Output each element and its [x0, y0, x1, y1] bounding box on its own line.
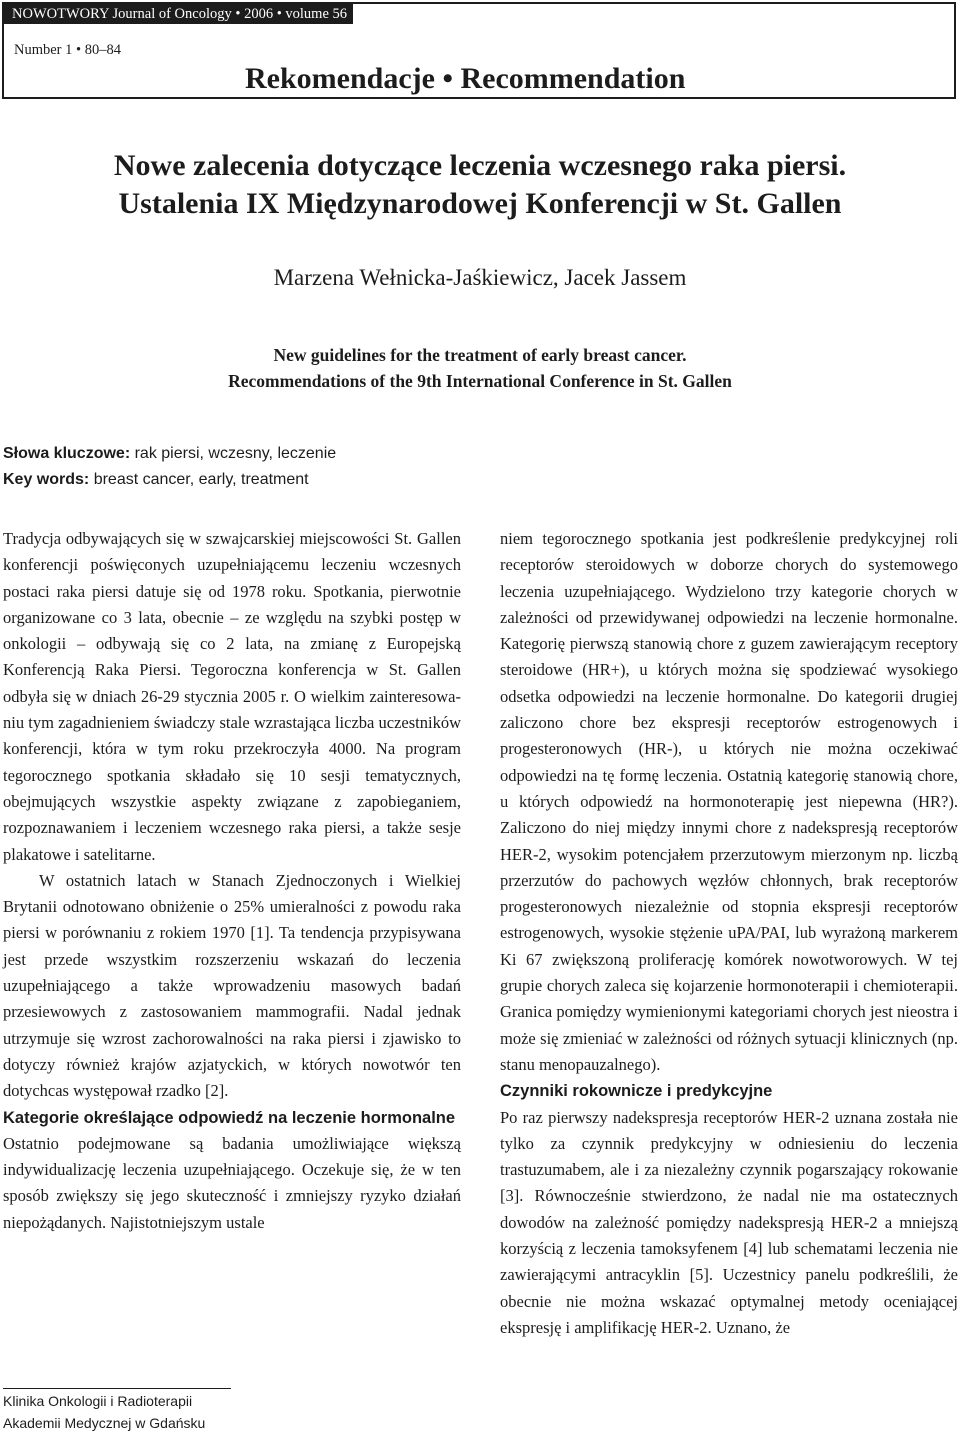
journal-header: [2, 2, 956, 99]
title-pl-line-2: Ustalenia IX Międzynarodowej Konferencji w St. Gallen: [118, 187, 842, 220]
paragraph: Ostatnio podejmowane są badania umożliwiające większą indywidualizację leczenia uzupełniającego. Oczekuje się, że w ten sposób zwiększy się jego skuteczność i zmniejszy ryzyko działań niepożądanych. Najistotniejszym ustale: [3, 1133, 461, 1232]
keywords-block: [3, 441, 336, 493]
paragraph: niem tegorocznego spotkania jest podkreślenie predykcyjnej roli receptorów steroidowych w doborze chorych do systemowego leczenia uzupełniającego. Wydzielono trzy kategorie chorych w zależności od przewidywanej odpowiedzi na leczenie hormonalne. Kategorię pierwszą stanowią chore z guzem zawierającym receptory steroidowe (HR+), u których można się spodziewać wysokiego odsetka odpowiedzi na leczenie hormonalne. Do kategorii drugiej zaliczono chore bez ekspresji receptorów estrogenowych i progesteronowych (HR-), u których nie można oczekiwać odpowiedzi na tę formę leczenia. Ostatnią kategorię stanowią chore, u których odpowiedź na hormonoterapię jest niepewna (HR?). Zaliczono do niej między innymi chore z nadekspresją receptorów HER-2, wysokim potencjałem przerzutowym mierzonym np. liczbą przerzutów do pachowych węzłów chłonnych, brak receptorów progesteronowych niezależnie od stopnia ekspresji receptorów estrogenowych, wysokie stężenie uPA/PAI, lub wyrażoną markerem Ki 67 zwiększoną proliferację komórek nowotworowych. W tej grupie chorych zaleca się kojarzenie hormonoterapii i chemioterapii. Granica pomiędzy wymienionymi kategoriami chorych jest nieostra i może się zmieniać w zależności od różnych sytuacji klinicznych (np. stanu menopauzalnego).: [500, 529, 958, 1074]
keywords-en-label: Key words:: [3, 471, 90, 488]
keywords-pl-value: rak piersi, wczesny, leczenie: [130, 445, 337, 462]
article-title-en: [0, 342, 960, 394]
keywords-en-value: breast cancer, early, treatment: [89, 471, 309, 488]
affiliation-line-1: Klinika Onkologii i Radioterapii: [3, 1393, 193, 1409]
article-title-pl: [0, 147, 960, 223]
right-column: [500, 526, 958, 1341]
section-heading: Kategorie określające odpowiedź na leczenie hormonalne: [3, 1108, 456, 1127]
footnote-divider: [3, 1388, 231, 1389]
affiliation-footnote: [3, 1390, 243, 1434]
affiliation-line-2: Akademii Medycznej w Gdańsku: [3, 1415, 206, 1431]
issue-info: Number 1 • 80–84: [14, 42, 121, 58]
keywords-pl: [3, 441, 336, 467]
title-pl-line-1: Nowe zalecenia dotyczące leczenia wczesnego raka piersi.: [113, 149, 847, 182]
left-column: [3, 526, 461, 1236]
journal-name: NOWOTWORY Journal of Oncology • 2006 • volume 56: [4, 4, 353, 24]
paragraph: Tradycja odbywających się w szwajcarskiej miejscowości St. Gallen konferencji poświęconych uzupełniającemu leczeniu wczesnych postaci raka piersi datuje się od 1978 roku. Spotkania, pierwotnie organizowane co 3 lata, obecnie – ze względu na szybki postęp w onkologii – odbywają się co 2 lata, na zmianę z Europejską Konferencją Raka Piersi. Tegoroczna konferencja w St. Gallen odbyła się w dniach 26-29 stycznia 2005 r. O wielkim zainteresowaniu tym zagadnieniem świadczy stale wzrastająca liczba uczestników konferencji, która w tym roku przekroczyła 4000. Na program tegorocznego spotkania składało się 10 sesji tematycznych, obejmujących wszystkie aspekty związane z zapobieganiem, rozpoznawaniem i leczeniem wczesnego raka piersi, a także sesje plakatowe i satelitarne.: [3, 529, 461, 864]
title-en-line-2: Recommendations of the 9th International Conference in St. Gallen: [228, 371, 732, 391]
paragraph: Po raz pierwszy nadekspresja receptorów HER-2 uznana została nie tylko za czynnik predykcyjny w odniesieniu do leczenia trastuzumabem, ale i za niezależny czynnik pogarszający rokowanie [3]. Równocześnie stwierdzono, że nadal nie ma ostatecznych dowodów na zależność pomiędzy nadekspresją HER-2 a mniejszą korzyścią z leczenia tamoksyfenem [4] lub schematami leczenia nie zawierającymi antracyklin [5]. Uczestnicy panelu podkreślili, że obecnie nie można wskazać optymalnej metody oceniającej ekspresję i amplifikację HER-2. Uznano, że: [500, 1107, 958, 1337]
section-title: Rekomendacje • Recommendation: [245, 62, 686, 95]
title-en-line-1: New guidelines for the treatment of early breast cancer.: [273, 345, 687, 365]
authors: Marzena Wełnicka-Jaśkiewicz, Jacek Jassem: [273, 265, 687, 290]
keywords-pl-label: Słowa kluczowe:: [3, 445, 131, 462]
section-heading: Czynniki rokownicze i predykcyjne: [500, 1082, 773, 1101]
paragraph: W ostatnich latach w Stanach Zjednoczonych i Wielkiej Brytanii odnotowano obniżenie o 25% umieralności z powodu raka piersi w porównaniu z rokiem 1970 [1]. Ta tendencja przypisywana jest przede wszystkim rozszerzeniu wskazań do leczenia uzupełniającego a także wprowadzeniu masowych badań przesiewowych z zastosowaniem mammografii. Nadal jednak utrzymuje się wzrost zachorowalności na raka piersi i zjawisko to dotyczy również krajów azjatyckich, w których nowotwór ten dotychcas występował rzadko [2].: [3, 870, 461, 1101]
keywords-en: [3, 467, 336, 493]
